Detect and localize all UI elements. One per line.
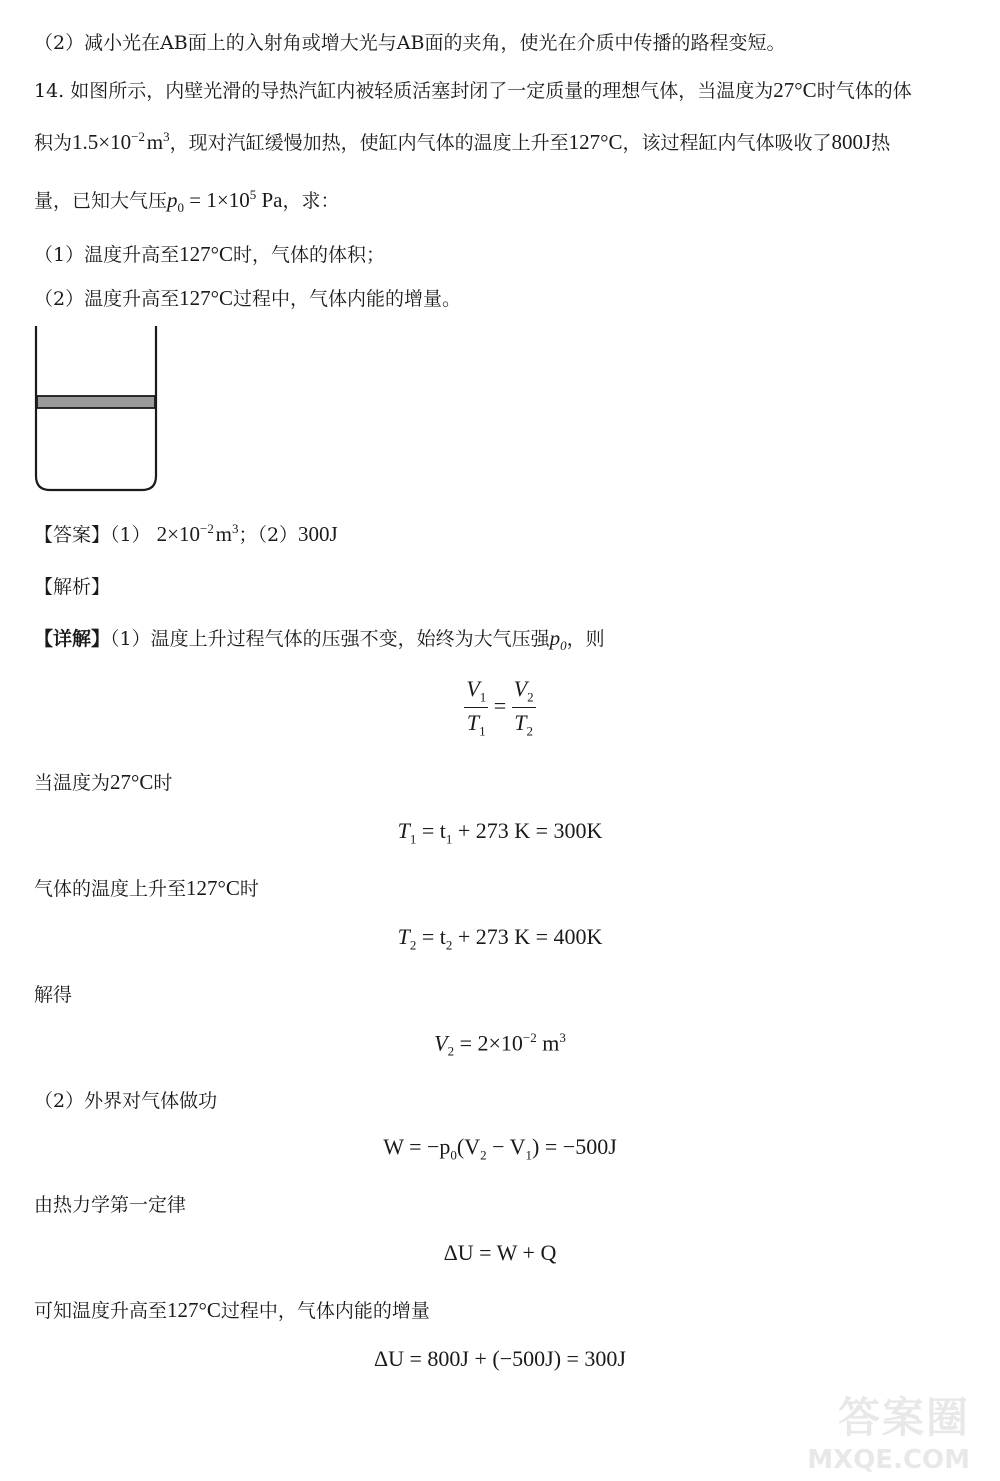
answer-label: 【答案】 bbox=[34, 524, 111, 546]
equation-t2: $T_2 = t_2 + 273$ K = 400K bbox=[397, 924, 603, 953]
sub-question-2: （2）温度升高至127°C过程中，气体内能的增量。 bbox=[34, 286, 462, 310]
condition-line-2: 气体的温度上升至127°C时 bbox=[34, 876, 259, 900]
site-watermark: 答案圈 MXQE.COM bbox=[807, 1393, 970, 1475]
equation-v2: $V_2 = 2\times 10^{-2}$ $m^3$ bbox=[434, 1030, 566, 1059]
question-number: 14. bbox=[34, 80, 65, 102]
detail-line: 【详解】（1）温度上升过程气体的压强不变，始终为大气压强$p_0$，则 bbox=[34, 626, 605, 654]
cylinder-diagram bbox=[30, 326, 162, 496]
analysis-label: 【解析】 bbox=[34, 576, 111, 598]
equation-gay-lussac: $\frac{V_1}{T_1}$ = $\frac{V_2}{T_2}$ bbox=[466, 676, 534, 739]
conclusion-line: 可知温度升高至127°C过程中，气体内能的增量 bbox=[34, 1298, 430, 1322]
equation-result: ΔU = 800J + (−500J) = 300J bbox=[373, 1346, 626, 1371]
question-line-3: 量，已知大气压$p_0 = 1\times 10^5$ Pa，求： bbox=[34, 187, 340, 216]
question-line-2: 积为$1.5\times 10^{-2}$ $m^3$，现对汽缸缓慢加热，使缸内气体的温度上升至127°C，该过程缸内气体吸收了800J热 bbox=[34, 129, 891, 154]
equation-first-law: ΔU = W + Q bbox=[443, 1240, 557, 1265]
equation-work: $W = -p_0(V_2 - V_1) = -500J$ bbox=[383, 1134, 617, 1163]
solve-label: 解得 bbox=[34, 984, 73, 1006]
answer-line: 【答案】（1） $2\times 10^{-2}$ $m^3$；（2）300J bbox=[34, 521, 338, 546]
condition-line-1: 当温度为27°C时 bbox=[34, 770, 173, 794]
question-line-1: 14. 如图所示，内壁光滑的导热汽缸内被轻质活塞封闭了一定质量的理想气体，当温度为27°C时气体的体 bbox=[34, 78, 912, 102]
piston bbox=[37, 396, 155, 408]
first-law-line: 由热力学第一定律 bbox=[34, 1194, 187, 1216]
part2-line: （2）外界对气体做功 bbox=[34, 1090, 218, 1112]
detail-label: 【详解】 bbox=[34, 628, 111, 650]
sub-question-1: （1）温度升高至127°C时，气体的体积； bbox=[34, 242, 386, 266]
equation-t1: $T_1 = t_1 + 273$ K = 300K bbox=[397, 818, 603, 847]
previous-answer-line: （2）减小光在AB面上的入射角或增大光与AB面的夹角，使光在介质中传播的路程变短。 bbox=[34, 32, 786, 54]
